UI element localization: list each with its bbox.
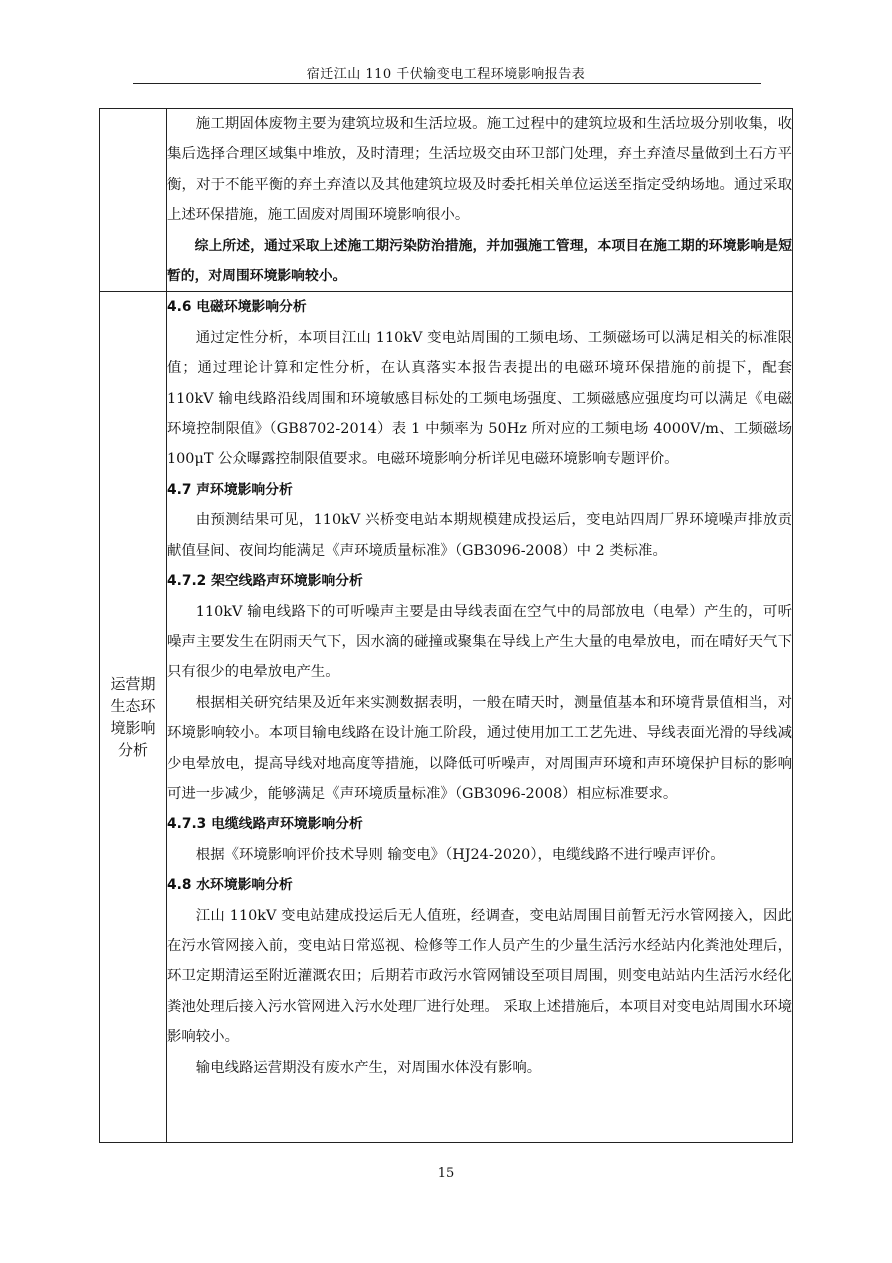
construction-row	[100, 109, 793, 292]
section-4-7-3-paragraph: 根据《环境影响评价技术导则 输变电》（HJ24-2020），电缆线路不进行噪声评价。	[195, 846, 725, 863]
section-4-8-paragraph-1: 江山 110kV 变电站建成投运后无人值班，经调查，变电站周围目前暂无污水管网接入，因此在污水管网接入前，变电站日常巡视、检修等工作人员产生的少量生活污水经站内化粪池处理后，环卫定期清运至附近灌溉农田；后期若市政污水管网铺设至项目周围，则变电站站内生活污水经化粪池处理后接入污水管网进入污水处理厂进行处理。 采取上述措施后，本项目对变电站周围水环境影响较小。	[167, 907, 792, 1046]
section-4-6-paragraph: 通过定性分析，本项目江山 110kV 变电站周围的工频电场、工频磁场可以满足相关的标准限值；通过理论计算和定性分析，在认真落实本报告表提出的电磁环境环保措施的前提下，配套 110kV 输电线路沿线周围和环境敏感目标处的工频电场强度、工频磁感应强度均可以满足《电磁环境控制限值》（GB8702-2014）表 1 中频率为 50Hz 所对应的工频电场 4000V/m、工频磁场 100μT 公众曝露控制限值要求。电磁环境影响分析详见电磁环境影响专题评价。	[167, 329, 792, 468]
construction-waste-paragraph: 施工期固体废物主要为建筑垃圾和生活垃圾。施工过程中的建筑垃圾和生活垃圾分别收集，收集后选择合理区域集中堆放，及时清理；生活垃圾交由环卫部门处理，弃土弃渣尽量做到土石方平衡，对于不能平衡的弃土弃渣以及其他建筑垃圾及时委托相关单位运送至指定受纳场地。通过采取上述环保措施，施工固废对周围环境影响很小。	[167, 116, 792, 224]
page-header-title: 宿迁江山 110 千伏输变电工程环境影响报告表	[306, 67, 586, 82]
construction-label-cell	[100, 109, 167, 292]
construction-summary-paragraph: 综上所述，通过采取上述施工期污染防治措施，并加强施工管理，本项目在施工期的环境影响是短暂的，对周围环境影响较小。	[167, 237, 792, 285]
report-table	[99, 108, 793, 1143]
section-4-6-heading: 4.6 电磁环境影响分析	[167, 299, 307, 316]
section-4-7-paragraph: 由预测结果可见，110kV 兴桥变电站本期规模建成投运后，变电站四周厂界环境噪声排放贡献值昼间、夜间均能满足《声环境质量标准》（GB3096-2008）中 2 类标准。	[167, 512, 792, 559]
page-number: 15	[437, 1166, 455, 1181]
operation-label-cell	[100, 292, 167, 1143]
section-4-8-paragraph-2: 输电线路运营期没有废水产生，对周围水体没有影响。	[195, 1059, 542, 1076]
header-divider	[133, 83, 761, 84]
operation-label: 运营期生态环境影响分析	[110, 675, 156, 760]
section-4-7-3-heading: 4.7.3 电缆线路声环境影响分析	[167, 816, 363, 833]
section-4-8-heading: 4.8 水环境影响分析	[167, 877, 293, 894]
section-4-7-2-heading: 4.7.2 架空线路声环境影响分析	[167, 573, 363, 590]
section-4-7-2-paragraph-2: 根据相关研究结果及近年来实测数据表明，一般在晴天时，测量值基本和环境背景值相当，对环境影响较小。本项目输电线路在设计施工阶段，通过使用加工工艺先进、导线表面光滑的导线减少电晕放电，提高导线对地高度等措施，以降低可听噪声，对周围声环境和声环境保护目标的影响可进一步减少，能够满足《声环境质量标准》（GB3096-2008）相应标准要求。	[167, 694, 792, 802]
operation-row	[100, 292, 793, 1143]
construction-content-cell	[167, 109, 793, 292]
operation-content-cell	[167, 292, 793, 1143]
section-4-7-2-paragraph-1: 110kV 输电线路下的可听噪声主要是由导线表面在空气中的局部放电（电晕）产生的，可听噪声主要发生在阴雨天气下，因水滴的碰撞或聚集在导线上产生大量的电晕放电，而在晴好天气下只有很少的电晕放电产生。	[167, 603, 792, 681]
section-4-7-heading: 4.7 声环境影响分析	[167, 481, 293, 498]
